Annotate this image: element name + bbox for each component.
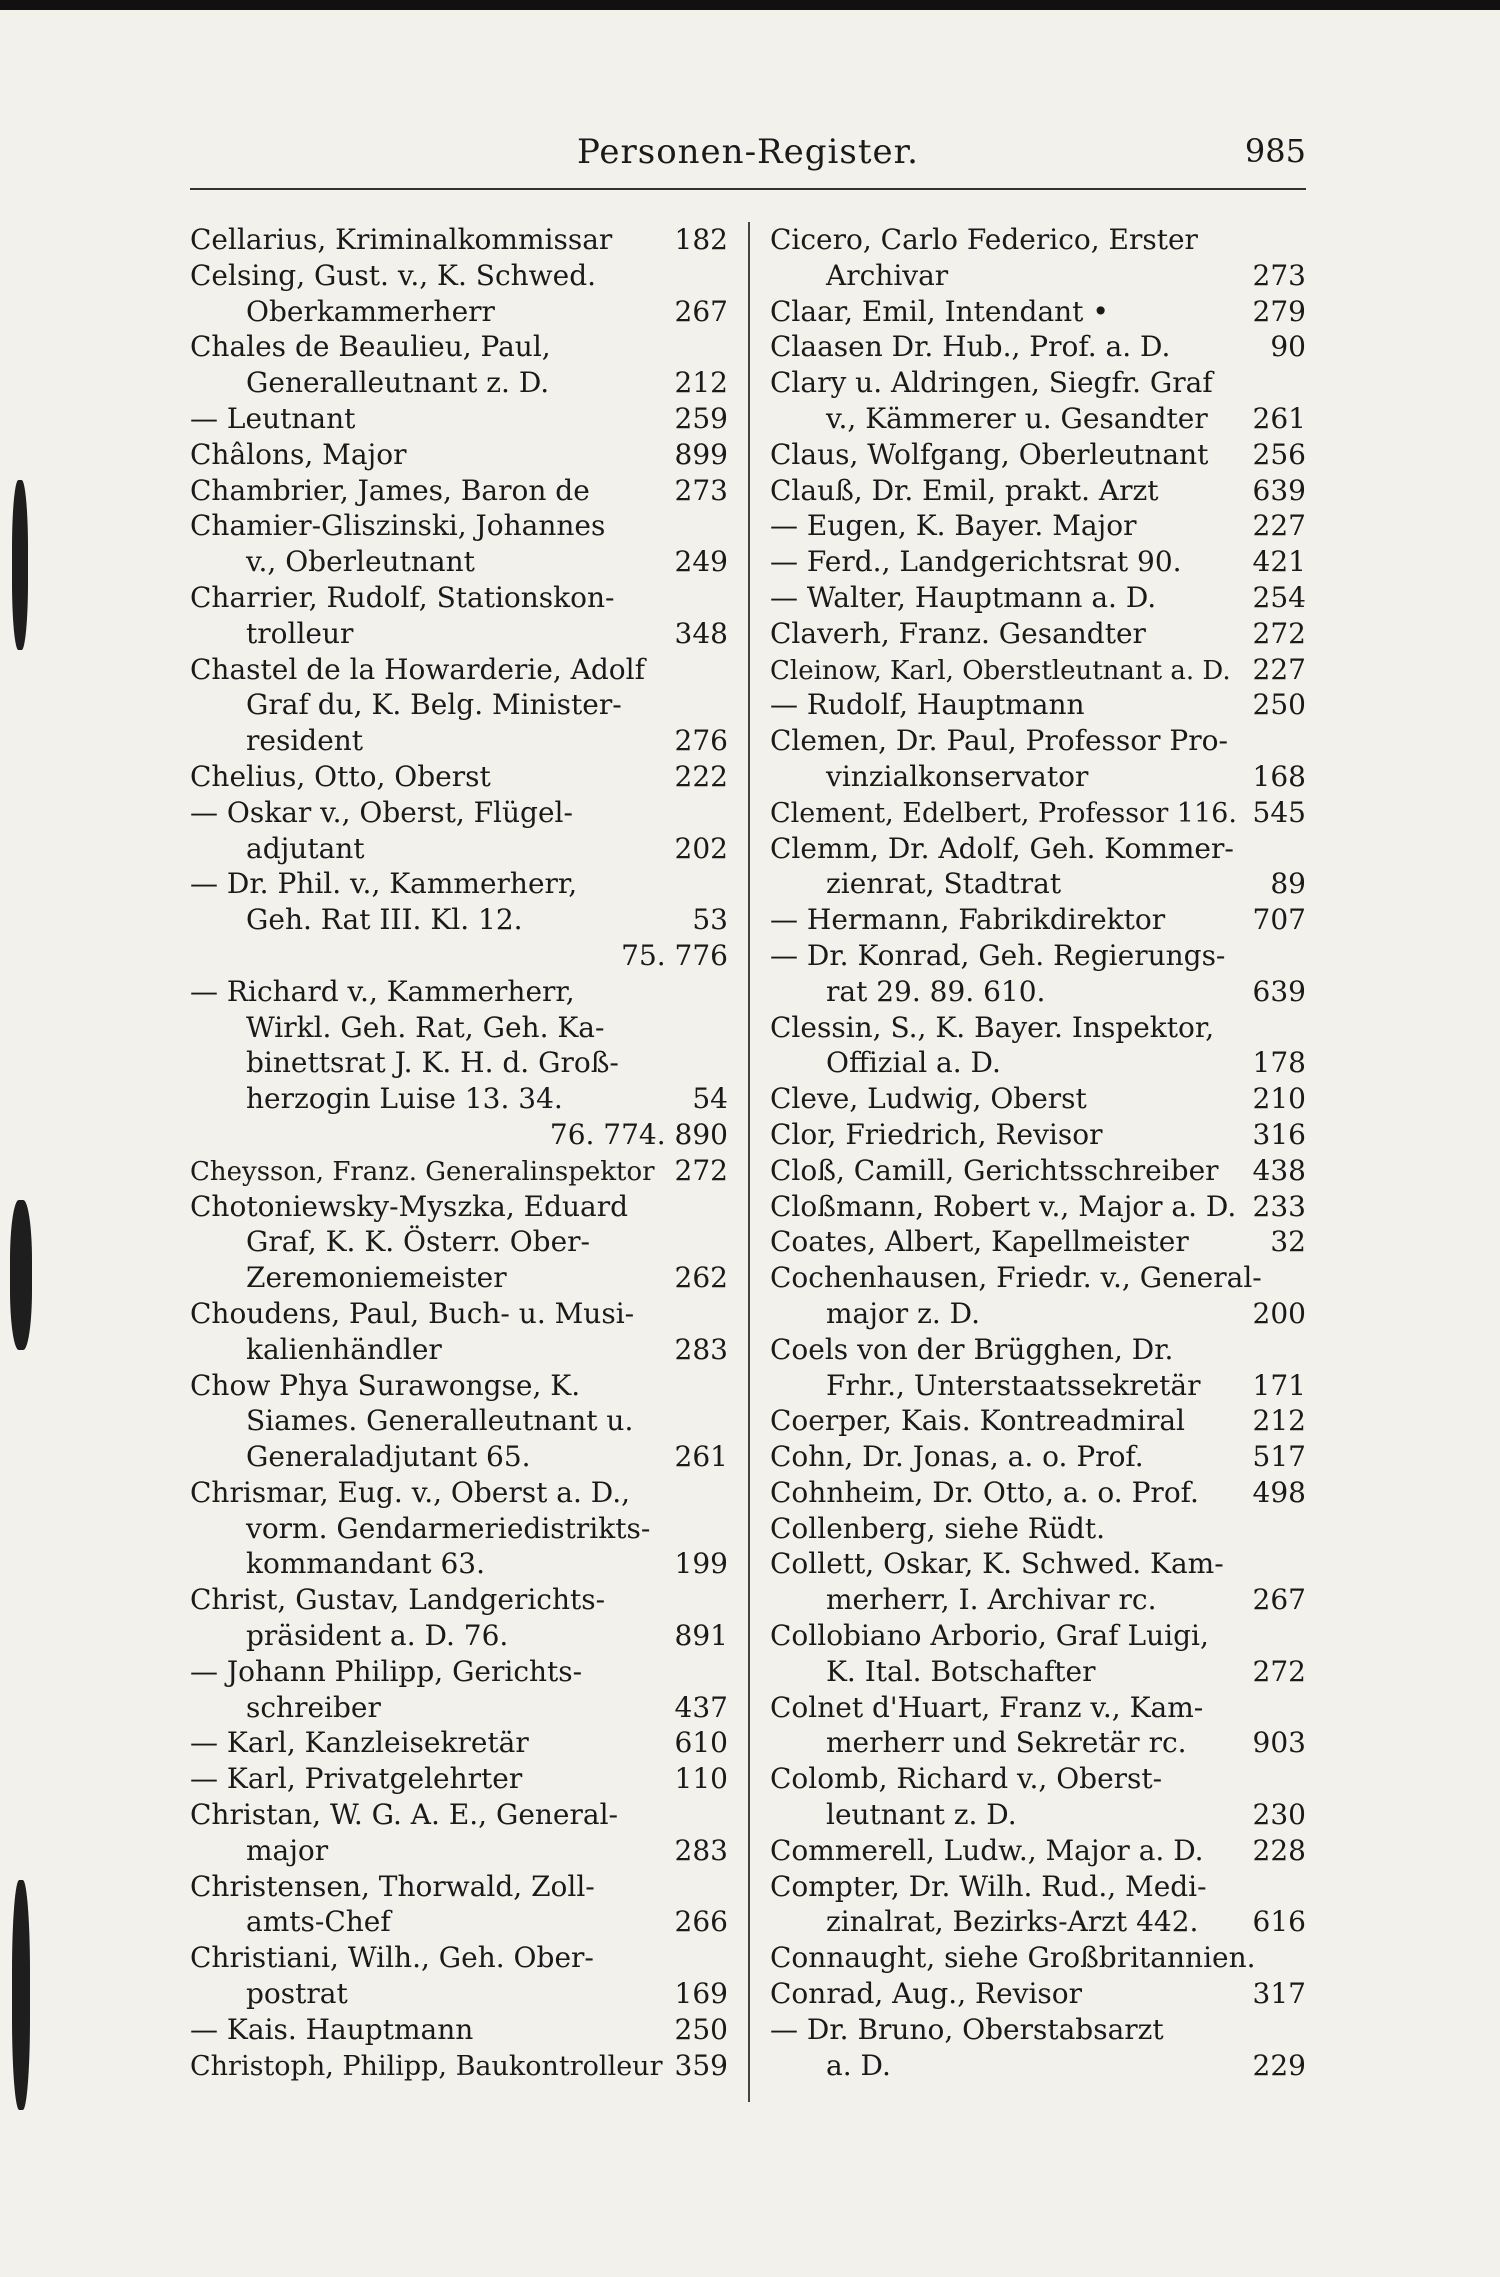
entry-page-number: 90 xyxy=(1270,330,1306,364)
left-column xyxy=(190,222,728,2083)
entry-page-number: 210 xyxy=(1252,1082,1306,1116)
entry-text: Clauß, Dr. Emil, prakt. Arzt xyxy=(770,473,1159,507)
register-entry-line xyxy=(190,1690,728,1726)
register-entry-line xyxy=(770,1654,1306,1690)
register-entry-line xyxy=(770,580,1306,616)
entry-page-number: 76. 774. 890 xyxy=(549,1117,728,1151)
register-entry-line xyxy=(770,329,1306,365)
entry-page-number: 616 xyxy=(1252,1905,1306,1939)
entry-page-number: 262 xyxy=(674,1261,728,1295)
entry-page-number: 438 xyxy=(1252,1153,1306,1187)
entry-text: Colnet d'Huart, Franz v., Kam- xyxy=(770,1690,1204,1724)
entry-text: — Johann Philipp, Gerichts- xyxy=(190,1654,583,1688)
entry-text: Christ, Gustav, Landgerichts- xyxy=(190,1583,606,1617)
entry-text: zinalrat, Bezirks-Arzt 442. xyxy=(826,1905,1199,1939)
entry-page-number: 267 xyxy=(674,294,728,328)
entry-text: Compter, Dr. Wilh. Rud., Medi- xyxy=(770,1869,1207,1903)
register-entry-line xyxy=(770,1725,1306,1761)
register-entry-line xyxy=(190,866,728,902)
entry-page-number: 228 xyxy=(1252,1833,1306,1867)
register-entry-line xyxy=(190,759,728,795)
entry-page-number: 230 xyxy=(1252,1798,1306,1832)
entry-text: Christiani, Wilh., Geh. Ober- xyxy=(190,1941,594,1975)
register-entry-line xyxy=(770,1618,1306,1654)
entry-text: Collobiano Arborio, Graf Luigi, xyxy=(770,1619,1209,1653)
entry-page-number: 899 xyxy=(674,437,728,471)
entry-page-number: 891 xyxy=(674,1619,728,1653)
entry-text: — Leutnant xyxy=(190,401,356,435)
entry-page-number: 639 xyxy=(1252,974,1306,1008)
entry-page-number: 276 xyxy=(674,724,728,758)
entry-page-number: 222 xyxy=(674,759,728,793)
entry-text: Claar, Emil, Intendant • xyxy=(770,294,1109,328)
entry-page-number: 421 xyxy=(1252,545,1306,579)
register-entry-line xyxy=(770,723,1306,759)
register-entry-line xyxy=(190,222,728,258)
entry-text: Châlons, Major xyxy=(190,437,407,471)
register-entry-line xyxy=(190,652,728,688)
entry-text: Celsing, Gust. v., K. Schwed. xyxy=(190,258,597,292)
entry-page-number: 517 xyxy=(1252,1440,1306,1474)
register-entry-line xyxy=(190,544,728,580)
entry-text: major z. D. xyxy=(826,1296,980,1330)
entry-page-number: 348 xyxy=(674,616,728,650)
register-entry-line xyxy=(770,2048,1306,2084)
entry-page-number: 279 xyxy=(1252,294,1306,328)
entry-page-number: 250 xyxy=(1252,688,1306,722)
register-entry-line xyxy=(770,2012,1306,2048)
entry-text: Cicero, Carlo Federico, Erster xyxy=(770,223,1198,256)
entry-text: trolleur xyxy=(246,616,354,650)
register-entry-line xyxy=(190,258,728,294)
entry-page-number: 266 xyxy=(674,1905,728,1939)
entry-text: vinzialkonservator xyxy=(826,759,1089,793)
register-entry-line xyxy=(770,1797,1306,1833)
entry-text: — Oskar v., Oberst, Flügel- xyxy=(190,795,573,829)
entry-page-number: 168 xyxy=(1252,759,1306,793)
register-entry-line xyxy=(770,1045,1306,1081)
entry-text: Conrad, Aug., Revisor xyxy=(770,1977,1083,2011)
entry-page-number: 202 xyxy=(674,831,728,865)
register-entry-line xyxy=(190,2012,728,2048)
entry-text: v., Kämmerer u. Gesandter xyxy=(826,401,1208,435)
entry-text: Chow Phya Surawongse, K. xyxy=(190,1368,581,1402)
register-entry-line xyxy=(190,1582,728,1618)
entry-page-number: 317 xyxy=(1252,1977,1306,2011)
register-entry-line xyxy=(770,258,1306,294)
entry-text: Chrismar, Eug. v., Oberst a. D., xyxy=(190,1475,631,1509)
entry-page-number: 903 xyxy=(1252,1726,1306,1760)
register-entry-line xyxy=(190,1010,728,1046)
entry-text: Collenberg, siehe Rüdt. xyxy=(770,1511,1105,1545)
entry-page-number: 227 xyxy=(1252,509,1306,543)
entry-text: Clemen, Dr. Paul, Professor Pro- xyxy=(770,724,1228,758)
page-header xyxy=(190,126,1306,186)
register-entry-line xyxy=(190,1797,728,1833)
entry-page-number: 212 xyxy=(674,366,728,400)
entry-text: Coates, Albert, Kapellmeister xyxy=(770,1225,1189,1259)
entry-text: herzogin Luise 13. 34. xyxy=(246,1082,563,1116)
entry-text: binettsrat J. K. H. d. Groß- xyxy=(246,1046,619,1080)
entry-text: schreiber xyxy=(246,1690,381,1724)
entry-page-number: 54 xyxy=(692,1082,728,1116)
entry-page-number: 229 xyxy=(1252,2048,1306,2082)
entry-text: resident xyxy=(246,724,364,758)
register-entry-line xyxy=(190,1725,728,1761)
column-divider xyxy=(748,222,750,2102)
register-entry-line xyxy=(190,1117,728,1153)
entry-page-number: 233 xyxy=(1252,1189,1306,1223)
register-entry-line xyxy=(770,1117,1306,1153)
entry-page-number: 610 xyxy=(674,1726,728,1760)
register-entry-line xyxy=(770,1869,1306,1905)
header-rule xyxy=(190,188,1306,190)
entry-text: Archivar xyxy=(826,258,949,292)
register-entry-line xyxy=(770,1976,1306,2012)
entry-text: — Richard v., Kammerherr, xyxy=(190,974,575,1008)
entry-text: Chotoniewsky-Myszka, Eduard xyxy=(190,1189,629,1223)
register-entry-line xyxy=(190,1833,728,1869)
entry-text: Cleinow, Karl, Oberstleutnant a. D. xyxy=(770,655,1231,686)
entry-page-number: 178 xyxy=(1252,1046,1306,1080)
entry-text: merherr, I. Archivar rc. xyxy=(826,1583,1157,1617)
entry-page-number: 498 xyxy=(1252,1475,1306,1509)
register-entry-line xyxy=(190,1475,728,1511)
register-entry-line xyxy=(190,1439,728,1475)
entry-page-number: 639 xyxy=(1252,473,1306,507)
register-entry-line xyxy=(190,1869,728,1905)
register-entry-line xyxy=(190,1904,728,1940)
register-entry-line xyxy=(190,473,728,509)
entry-text: — Rudolf, Hauptmann xyxy=(770,688,1085,722)
entry-text: Graf du, K. Belg. Minister- xyxy=(246,688,622,722)
register-entry-line xyxy=(770,544,1306,580)
register-entry-line xyxy=(770,1582,1306,1618)
register-entry-line xyxy=(770,866,1306,902)
register-entry-line xyxy=(190,1654,728,1690)
entry-page-number: 545 xyxy=(1252,795,1306,829)
entry-text: Cleve, Ludwig, Oberst xyxy=(770,1082,1087,1116)
entry-page-number: 110 xyxy=(674,1762,728,1796)
register-entry-line xyxy=(190,1403,728,1439)
register-entry-line xyxy=(190,1081,728,1117)
entry-text: — Dr. Bruno, Oberstabsarzt xyxy=(770,2012,1164,2046)
entry-text: Cohnheim, Dr. Otto, a. o. Prof. xyxy=(770,1475,1199,1509)
register-entry-line xyxy=(190,831,728,867)
entry-text: vorm. Gendarmeriedistrikts- xyxy=(246,1511,651,1545)
entry-page-number: 227 xyxy=(1252,652,1306,686)
register-entry-line xyxy=(190,723,728,759)
register-entry-line xyxy=(770,508,1306,544)
entry-text: Offizial a. D. xyxy=(826,1046,1001,1080)
register-entry-line xyxy=(190,1260,728,1296)
entry-text: Cloß, Camill, Gerichtsschreiber xyxy=(770,1153,1219,1187)
entry-page-number: 261 xyxy=(674,1440,728,1474)
register-entry-line xyxy=(190,1368,728,1404)
entry-page-number: 89 xyxy=(1270,867,1306,901)
register-entry-line xyxy=(190,2048,728,2084)
register-entry-line xyxy=(190,974,728,1010)
entry-page-number: 272 xyxy=(1252,1654,1306,1688)
entry-text: — Dr. Phil. v., Kammerherr, xyxy=(190,867,578,901)
entry-page-number: 359 xyxy=(674,2048,728,2082)
entry-text: Cloßmann, Robert v., Major a. D. xyxy=(770,1189,1237,1223)
register-entry-line xyxy=(770,1403,1306,1439)
page-number: 985 xyxy=(1244,132,1306,170)
entry-page-number: 272 xyxy=(674,1153,728,1187)
register-entry-line xyxy=(190,795,728,831)
entry-text: Coels von der Brügghen, Dr. xyxy=(770,1332,1174,1366)
register-entry-line xyxy=(770,616,1306,652)
register-entry-line xyxy=(190,1045,728,1081)
register-entry-line xyxy=(190,1332,728,1368)
entry-text: Zeremoniemeister xyxy=(246,1261,507,1295)
register-entry-line xyxy=(770,1475,1306,1511)
register-entry-line xyxy=(770,687,1306,723)
entry-page-number: 32 xyxy=(1270,1225,1306,1259)
entry-page-number: 171 xyxy=(1252,1368,1306,1402)
register-entry-line xyxy=(770,1904,1306,1940)
register-entry-line xyxy=(770,294,1306,330)
entry-page-number: 707 xyxy=(1252,903,1306,937)
entry-page-number: 199 xyxy=(674,1547,728,1581)
register-entry-line xyxy=(190,329,728,365)
scan-smudge xyxy=(12,480,28,650)
register-entry-line xyxy=(770,365,1306,401)
register-entry-line xyxy=(770,1010,1306,1046)
entry-page-number: 437 xyxy=(674,1690,728,1724)
entry-text: Clemm, Dr. Adolf, Geh. Kommer- xyxy=(770,831,1234,865)
register-entry-line xyxy=(770,473,1306,509)
entry-text: Connaught, siehe Großbritannien. xyxy=(770,1941,1256,1975)
register-entry-line xyxy=(770,437,1306,473)
entry-text: Clor, Friedrich, Revisor xyxy=(770,1117,1103,1151)
entry-page-number: 53 xyxy=(692,903,728,937)
entry-text: major xyxy=(246,1833,329,1867)
register-entry-line xyxy=(770,401,1306,437)
entry-text: präsident a. D. 76. xyxy=(246,1619,509,1653)
register-entry-line xyxy=(770,1368,1306,1404)
register-entry-line xyxy=(190,294,728,330)
entry-text: Christensen, Thorwald, Zoll- xyxy=(190,1869,595,1903)
scan-smudge xyxy=(12,1880,30,2110)
entry-text: Christoph, Philipp, Baukontrolleur xyxy=(190,2050,663,2082)
entry-text: leutnant z. D. xyxy=(826,1798,1017,1832)
entry-text: rat 29. 89. 610. xyxy=(826,974,1046,1008)
register-entry-line xyxy=(190,508,728,544)
entry-page-number: 259 xyxy=(674,401,728,435)
entry-text: Charrier, Rudolf, Stationskon- xyxy=(190,580,615,614)
register-entry-line xyxy=(190,938,728,974)
entry-text: a. D. xyxy=(826,2048,891,2082)
entry-text: Clessin, S., K. Bayer. Inspektor, xyxy=(770,1010,1215,1044)
register-entry-line xyxy=(190,580,728,616)
right-column xyxy=(770,222,1306,2083)
entry-text: — Hermann, Fabrikdirektor xyxy=(770,903,1166,937)
register-entry-line xyxy=(770,1260,1306,1296)
register-entry-line xyxy=(190,1224,728,1260)
entry-text: Cellarius, Kriminalkommissar xyxy=(190,223,613,256)
entry-text: Chambrier, James, Baron de xyxy=(190,473,590,507)
register-entry-line xyxy=(190,1618,728,1654)
entry-text: — Karl, Privatgelehrter xyxy=(190,1762,523,1796)
register-entry-line xyxy=(190,616,728,652)
entry-text: Generaladjutant 65. xyxy=(246,1440,531,1474)
entry-text: Chamier-Gliszinski, Johannes xyxy=(190,509,606,543)
entry-page-number: 283 xyxy=(674,1833,728,1867)
register-entry-line xyxy=(770,1153,1306,1189)
entry-text: Commerell, Ludw., Major a. D. xyxy=(770,1833,1204,1867)
entry-page-number: 212 xyxy=(1252,1404,1306,1438)
entry-text: — Karl, Kanzleisekretär xyxy=(190,1726,529,1760)
register-entry-line xyxy=(190,687,728,723)
register-entry-line xyxy=(770,1546,1306,1582)
entry-page-number: 316 xyxy=(1252,1117,1306,1151)
entry-text: Claasen Dr. Hub., Prof. a. D. xyxy=(770,330,1171,364)
entry-text: Wirkl. Geh. Rat, Geh. Ka- xyxy=(246,1010,605,1044)
entry-text: K. Ital. Botschafter xyxy=(826,1654,1096,1688)
entry-page-number: 182 xyxy=(674,223,728,256)
register-entry-line xyxy=(190,401,728,437)
entry-page-number: 250 xyxy=(674,2012,728,2046)
entry-text: amts-Chef xyxy=(246,1905,391,1939)
entry-text: — Ferd., Landgerichtsrat 90. xyxy=(770,545,1182,579)
register-entry-line xyxy=(770,1511,1306,1547)
entry-text: Claverh, Franz. Gesandter xyxy=(770,616,1146,650)
entry-text: Frhr., Unterstaatssekretär xyxy=(826,1368,1201,1402)
register-entry-line xyxy=(190,1976,728,2012)
entry-text: kommandant 63. xyxy=(246,1547,485,1581)
register-entry-line xyxy=(770,1439,1306,1475)
register-entry-line xyxy=(190,1511,728,1547)
entry-text: Chales de Beaulieu, Paul, xyxy=(190,330,551,364)
entry-text: Clary u. Aldringen, Siegfr. Graf xyxy=(770,366,1213,400)
entry-text: — Walter, Hauptmann a. D. xyxy=(770,580,1157,614)
entry-text: Siames. Generalleutnant u. xyxy=(246,1404,634,1438)
entry-page-number: 267 xyxy=(1252,1583,1306,1617)
register-entry-line xyxy=(770,1690,1306,1726)
entry-text: Graf, K. K. Österr. Ober- xyxy=(246,1225,590,1259)
entry-text: Chastel de la Howarderie, Adolf xyxy=(190,652,645,686)
entry-text: Colomb, Richard v., Oberst- xyxy=(770,1762,1163,1796)
entry-page-number: 261 xyxy=(1252,401,1306,435)
register-entry-line xyxy=(190,1296,728,1332)
entry-text: Christan, W. G. A. E., General- xyxy=(190,1798,618,1832)
register-entry-line xyxy=(770,652,1306,688)
register-entry-line xyxy=(190,1189,728,1225)
register-entry-line xyxy=(770,1940,1306,1976)
entry-text: — Dr. Konrad, Geh. Regierungs- xyxy=(770,938,1226,972)
entry-page-number: 272 xyxy=(1252,616,1306,650)
register-entry-line xyxy=(190,1546,728,1582)
page-title: Personen-Register. xyxy=(577,132,919,172)
register-entry-line xyxy=(190,902,728,938)
entry-text: Cheysson, Franz. Generalinspektor xyxy=(190,1156,655,1187)
register-entry-line xyxy=(770,902,1306,938)
register-entry-line xyxy=(770,1224,1306,1260)
entry-text: Clement, Edelbert, Professor 116. xyxy=(770,797,1237,829)
register-entry-line xyxy=(770,222,1306,258)
entry-text: merherr und Sekretär rc. xyxy=(826,1726,1187,1760)
entry-text: Oberkammerherr xyxy=(246,294,495,328)
scan-edge xyxy=(0,0,1500,10)
entry-text: Coerper, Kais. Kontreadmiral xyxy=(770,1404,1185,1438)
entry-text: Cohn, Dr. Jonas, a. o. Prof. xyxy=(770,1440,1144,1474)
register-entry-line xyxy=(770,759,1306,795)
entry-page-number: 273 xyxy=(674,473,728,507)
entry-text: v., Oberleutnant xyxy=(246,545,475,579)
entry-text: Cochenhausen, Friedr. v., General- xyxy=(770,1261,1262,1295)
register-entry-line xyxy=(770,1081,1306,1117)
entry-text: zienrat, Stadtrat xyxy=(826,867,1062,901)
scan-smudge xyxy=(10,1200,32,1350)
register-entry-line xyxy=(770,1761,1306,1797)
entry-page-number: 254 xyxy=(1252,580,1306,614)
register-entry-line xyxy=(770,974,1306,1010)
register-entry-line xyxy=(190,1153,728,1189)
entry-text: Chelius, Otto, Oberst xyxy=(190,759,491,793)
register-entry-line xyxy=(190,1761,728,1797)
entry-page-number: 273 xyxy=(1252,258,1306,292)
entry-text: Claus, Wolfgang, Oberleutnant xyxy=(770,437,1209,471)
register-entry-line xyxy=(770,1296,1306,1332)
entry-page-number: 169 xyxy=(674,1977,728,2011)
entry-text: adjutant xyxy=(246,831,365,865)
entry-text: Generalleutnant z. D. xyxy=(246,366,550,400)
entry-text: Geh. Rat III. Kl. 12. xyxy=(246,903,523,937)
register-entry-line xyxy=(770,1189,1306,1225)
register-entry-line xyxy=(190,437,728,473)
register-entry-line xyxy=(770,831,1306,867)
entry-page-number: 75. 776 xyxy=(621,938,728,972)
entry-page-number: 256 xyxy=(1252,437,1306,471)
entry-page-number: 283 xyxy=(674,1332,728,1366)
register-entry-line xyxy=(770,1833,1306,1869)
register-entry-line xyxy=(770,938,1306,974)
register-entry-line xyxy=(190,365,728,401)
entry-page-number: 200 xyxy=(1252,1296,1306,1330)
register-entry-line xyxy=(770,795,1306,831)
register-entry-line xyxy=(770,1332,1306,1368)
entry-page-number: 249 xyxy=(674,545,728,579)
entry-text: Collett, Oskar, K. Schwed. Kam- xyxy=(770,1547,1224,1581)
entry-text: kalienhändler xyxy=(246,1332,442,1366)
entry-text: — Kais. Hauptmann xyxy=(190,2012,474,2046)
register-entry-line xyxy=(190,1940,728,1976)
entry-text: — Eugen, K. Bayer. Major xyxy=(770,509,1137,543)
entry-text: postrat xyxy=(246,1977,348,2011)
entry-text: Choudens, Paul, Buch- u. Musi- xyxy=(190,1296,635,1330)
